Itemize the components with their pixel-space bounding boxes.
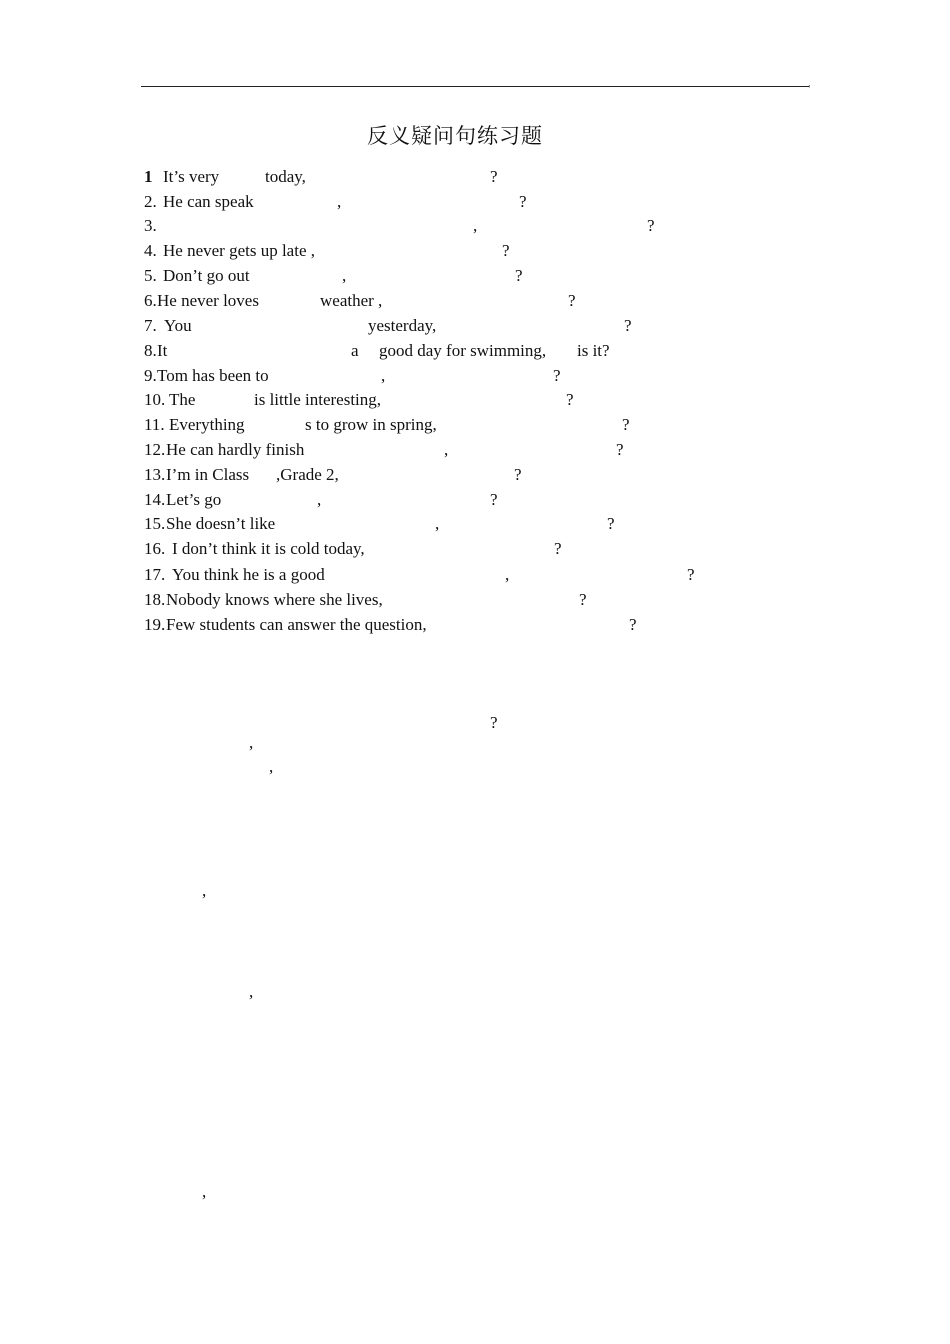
question-text: He can hardly finish: [166, 440, 305, 459]
question-text: ,: [435, 514, 440, 533]
question-text: weather ,: [320, 291, 383, 310]
question-text: Nobody knows where she lives,: [166, 590, 383, 609]
question-text: He can speak: [163, 192, 254, 211]
question-text: I don’t think it is cold today,: [172, 539, 365, 558]
question-item: [0, 588, 700, 612]
question-text: ?: [514, 465, 522, 484]
question-text: He never loves: [157, 291, 259, 310]
question-item: [0, 488, 700, 512]
question-text: The: [169, 390, 196, 409]
question-item: [0, 214, 700, 238]
question-text: It’s very: [163, 167, 220, 186]
question-text: ,: [342, 266, 347, 285]
question-item: [0, 239, 700, 263]
question-number: 18.: [144, 590, 166, 609]
page-title: 反义疑问句练习题: [367, 124, 543, 148]
question-text: Few students can answer the question,: [166, 615, 427, 634]
question-number: 12.: [144, 440, 166, 459]
question-number: 4.: [144, 241, 157, 260]
question-text: You: [164, 316, 192, 335]
question-text: ,: [505, 565, 510, 584]
question-item: [0, 165, 700, 189]
stray-mark: ,: [202, 881, 207, 900]
question-text: Tom has been to: [157, 366, 269, 385]
question-number: 6.: [144, 291, 157, 310]
question-number: 9.: [144, 366, 157, 385]
question-number: 5.: [144, 266, 157, 285]
question-item: [0, 438, 700, 462]
question-text: good day for swimming,: [379, 341, 547, 360]
question-text: You think he is a good: [172, 565, 325, 584]
question-item: [0, 364, 700, 388]
question-text: ?: [519, 192, 527, 211]
stray-mark: ,: [202, 1182, 207, 1201]
question-item: [0, 463, 700, 487]
header-rule-tick: ': [808, 85, 811, 95]
question-text: s to grow in spring,: [305, 415, 437, 434]
question-text: ?: [490, 167, 498, 186]
question-number: 17.: [144, 565, 166, 584]
question-number: 7.: [144, 316, 157, 335]
question-text: ?: [554, 539, 562, 558]
question-text: It: [157, 341, 168, 360]
question-text: ,: [473, 216, 478, 235]
question-text: ?: [579, 590, 587, 609]
question-text: Don’t go out: [163, 266, 250, 285]
question-item: [0, 289, 700, 313]
question-text: today,: [265, 167, 306, 186]
question-text: I’m in Class: [166, 465, 250, 484]
question-number: 11.: [144, 415, 165, 434]
question-text: Let’s go: [166, 490, 222, 509]
question-text: is it?: [577, 341, 610, 360]
question-text: is little interesting,: [254, 390, 382, 409]
question-number: 16.: [144, 539, 166, 558]
question-number: 15.: [144, 514, 166, 533]
question-text: ?: [553, 366, 561, 385]
question-number: 13.: [144, 465, 166, 484]
question-text: ,Grade 2,: [276, 465, 339, 484]
question-text: ?: [622, 415, 630, 434]
question-item: [0, 339, 700, 363]
question-text: ?: [566, 390, 574, 409]
question-text: ,: [381, 366, 386, 385]
question-text: ?: [687, 565, 695, 584]
question-item: [0, 190, 700, 214]
question-text: yesterday,: [368, 316, 437, 335]
question-text: ?: [647, 216, 655, 235]
stray-mark: ,: [249, 982, 254, 1001]
stray-mark: ?: [490, 713, 498, 732]
question-item: [0, 563, 700, 587]
question-item: [0, 264, 700, 288]
question-text: ?: [624, 316, 632, 335]
question-number: 2.: [144, 192, 157, 211]
question-text: ,: [337, 192, 342, 211]
question-text: ,: [317, 490, 322, 509]
question-text: ?: [616, 440, 624, 459]
question-item: [0, 413, 700, 437]
question-text: ?: [629, 615, 637, 634]
question-item: [0, 314, 700, 338]
question-number: 3.: [144, 216, 157, 235]
question-number: 8.: [144, 341, 157, 360]
question-item: [0, 388, 700, 412]
question-number: 10.: [144, 390, 166, 409]
question-item: [0, 537, 700, 561]
question-number: 1: [144, 167, 153, 186]
question-text: a: [351, 341, 359, 360]
question-text: ?: [490, 490, 498, 509]
question-text: She doesn’t like: [166, 514, 276, 533]
question-text: ,: [444, 440, 449, 459]
question-text: ?: [502, 241, 510, 260]
stray-mark: ,: [269, 757, 274, 776]
question-text: ?: [515, 266, 523, 285]
question-text: ?: [607, 514, 615, 533]
question-item: [0, 613, 700, 637]
header-rule: [141, 86, 809, 87]
question-number: 19.: [144, 615, 166, 634]
question-item: [0, 512, 700, 536]
question-text: He never gets up late ,: [163, 241, 315, 260]
question-text: Everything: [169, 415, 245, 434]
question-number: 14.: [144, 490, 166, 509]
stray-mark: ,: [249, 733, 254, 752]
question-text: ?: [568, 291, 576, 310]
